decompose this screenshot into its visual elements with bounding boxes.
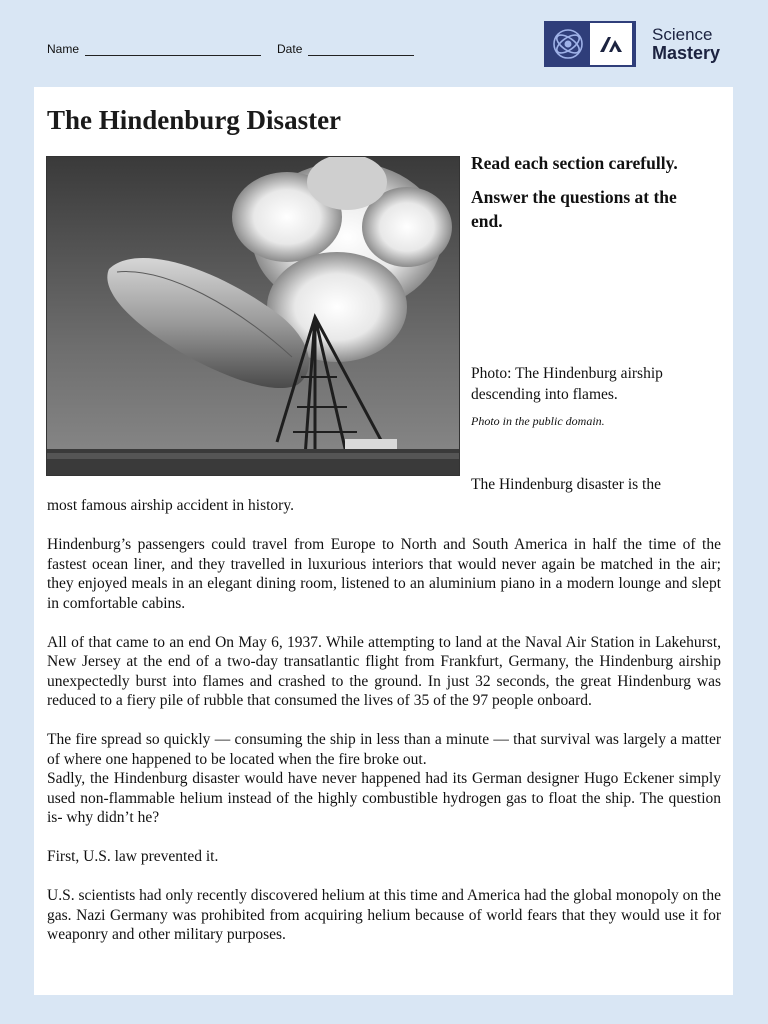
instruction-read: Read each section carefully. (471, 153, 678, 173)
hindenburg-photo (46, 156, 460, 476)
paragraph: All of that came to an end On May 6, 1937. While attempting to land at the Naval Air Station in Lakehurst, New Jersey at the end of a two-day transatlantic flight from Frankfurt, Germany, the Hindenburg airship unexpectedly burst into flames and crashed to the ground. In just 32 seconds, the great Hindenburg was reduced to a fiery pile of rubble that consumed the lives of 35 of the 97 people onboard. (47, 633, 721, 709)
paragraph: The fire spread so quickly — consuming the ship in less than a minute — that survival was largely a matter of where one happened to be located when the fire broke out. (47, 731, 721, 768)
page-title: The Hindenburg Disaster (47, 105, 342, 135)
logo-box (544, 21, 636, 67)
brand-logo (544, 21, 720, 67)
paragraph: First, U.S. law prevented it. (47, 848, 219, 865)
name-label: Name (47, 42, 80, 56)
paragraph: Hindenburg’s passengers could travel from Europe to North and South America in half the time of the fastest ocean liner, and they travelled in luxurious interiors that would never again be matched in the air; they enjoyed meals in an elegant dining room, listened to an aluminium piano in a modern lounge and slept in comfortable cabins. (47, 536, 721, 612)
article-body (47, 496, 721, 964)
atom-icon (546, 23, 590, 65)
mountain-mark-icon (590, 23, 632, 65)
name-blank[interactable] (85, 43, 261, 56)
instructions (471, 151, 701, 243)
worksheet (34, 87, 733, 995)
intro-start: The Hindenburg disaster is the (471, 476, 661, 493)
instruction-answer: Answer the questions at the end. (471, 187, 677, 231)
date-label: Date (277, 42, 303, 56)
brand-name (652, 25, 720, 63)
photo-caption: Photo: The Hindenburg airship descending into flames. (471, 365, 663, 403)
paragraph: Sadly, the Hindenburg disaster would have never happened had its German designer Hugo Eckener simply used non-flammable helium instead of the highly combustible hydrogen gas to float the ship. The question is- why didn’t he? (47, 770, 721, 826)
date-blank[interactable] (308, 43, 414, 56)
name-date-row (47, 42, 414, 56)
paragraph: most famous airship accident in history. (47, 497, 294, 514)
brand-line2: Mastery (652, 43, 721, 63)
paragraph: U.S. scientists had only recently discovered helium at this time and America had the global monopoly on the gas. Nazi Germany was prohibited from acquiring helium because of world fears that they would use it for weaponry and other military purposes. (47, 887, 721, 943)
photo-credit: Photo in the public domain. (471, 414, 605, 428)
brand-line1: Science (652, 25, 713, 44)
